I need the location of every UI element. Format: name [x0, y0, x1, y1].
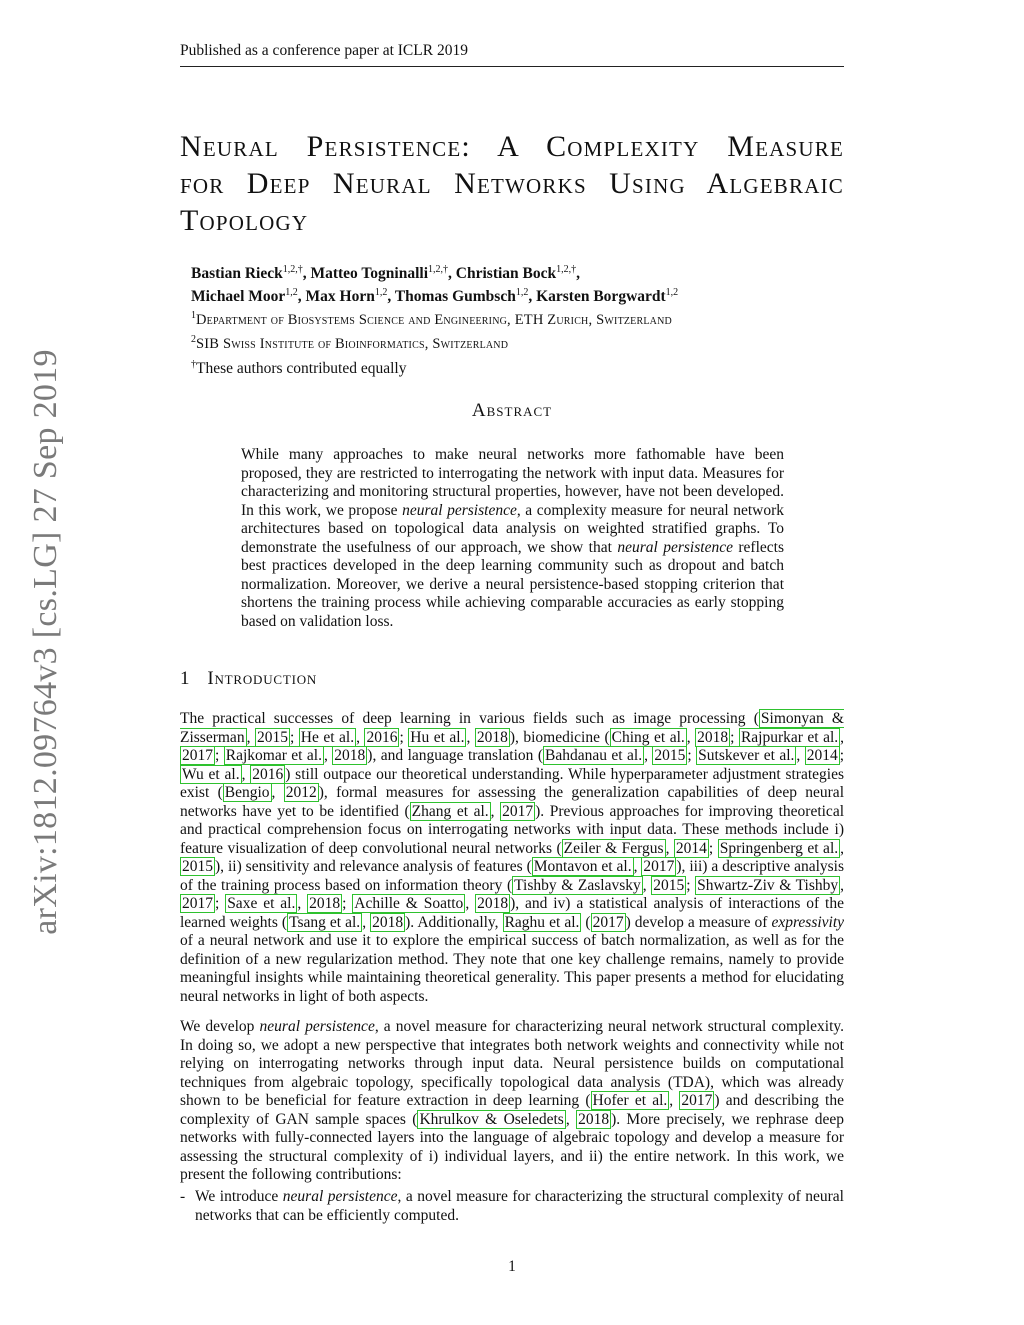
affiliation-2: $^2$SIB Swiss Institute of Bioinformatics, Switzerland [191, 334, 509, 353]
author-name: Karsten Borgwardt [536, 288, 666, 306]
affiliation-1: $^1$Department of Biosystems Science and Engineering, ETH Zurich, Switzerland [191, 310, 672, 329]
equal-contribution-note: †These authors contributed equally [191, 358, 407, 377]
citation-link[interactable]: Rajkomar et al. [225, 747, 322, 764]
citation-link[interactable]: Khrulkov & Oseledets [419, 1110, 564, 1128]
citation-link[interactable]: 2015 [256, 728, 288, 746]
list-bullet: - [180, 1188, 186, 1205]
citation-link[interactable]: Springenberg et al. [719, 839, 839, 857]
citation-link[interactable]: 2016 [252, 765, 284, 783]
contribution-list-item [180, 1188, 844, 1225]
citation-link[interactable]: Wu et al. [182, 765, 240, 783]
citation-link[interactable]: 2018 [697, 728, 729, 746]
citation-link[interactable]: 2017 [592, 913, 624, 931]
citation-link[interactable]: Saxe et al. [227, 895, 296, 912]
paragraph: We develop neural persistence, a novel measure for characterizing neural network structural complexity. In doing so, we adopt a new perspective that integrates both network weights and connectivity while not relying on interrogating networks through input data. Neural persistence builds on computational techniques from algebraic topology, specifically topological data analysis (TDA), which was already shown to be beneficial for feature extraction in deep learning ( Hofer et al. , 2017 ) and describing the complexity of GAN sample spaces ( Khrulkov & Oseledets , 2018 ). More precisely, we rephrase deep networks with fully-connected layers into the language of algebraic topology and develop a measure for assessing the structural complexity of i) individual layers, and ii) the entire network. In this work, we present the following contributions: [180, 1018, 844, 1183]
section-title: Introduction [207, 668, 318, 689]
author-name: Matteo Togninalli [310, 265, 429, 283]
author-line-1: Bastian Rieck$^{1,2,\dagger}$, Matteo Togninalli$^{1,2,\dagger}$, Christian Bock$^{1,2,\dagger}$, [191, 264, 580, 283]
author-sup: 1,2 [285, 287, 298, 299]
author-sup: 1,2,† [428, 264, 449, 275]
citation-link[interactable]: Sutskever et al. [698, 747, 795, 764]
citation-link[interactable]: 2018 [477, 895, 509, 912]
citation-link[interactable]: Ching et al. [611, 728, 685, 746]
citation-link[interactable]: 2015 [182, 858, 213, 875]
author-sup: 1,2 [665, 287, 679, 299]
citation-link[interactable]: Hofer et al. [592, 1092, 668, 1109]
citation-link[interactable]: 2017 [681, 1092, 713, 1109]
citation-link[interactable]: 2018 [334, 747, 366, 764]
author-name: Michael Moor [191, 288, 286, 306]
citation-link[interactable]: 2017 [182, 747, 213, 764]
citation-link[interactable]: 2018 [372, 913, 404, 931]
author-sup: 1,2,† [556, 264, 577, 275]
citation-link[interactable]: Bahdanau et al. [544, 747, 643, 764]
citation-link[interactable]: 2014 [675, 839, 707, 857]
citation-link[interactable]: Tishby & Zaslavsky [514, 876, 641, 894]
emphasis: expressivity [771, 913, 845, 931]
author-block [191, 260, 851, 378]
author-sup: 1,2 [515, 287, 529, 299]
citation-link[interactable]: 2016 [366, 728, 398, 746]
citation-link[interactable]: Hu et al. [410, 728, 465, 746]
emphasis: neural persistence [259, 1018, 375, 1035]
citation-link[interactable]: Zeiler & Fergus [563, 839, 664, 857]
citation-link[interactable]: Raghu et al. [504, 913, 580, 931]
citation-link[interactable]: Achille & Soatto [354, 895, 464, 912]
title-line: for Deep Neural Networks Using Algebraic [180, 167, 844, 200]
citation-link[interactable]: Rajpurkar et al. [740, 728, 839, 746]
paper-title [180, 128, 844, 239]
running-header: Published as a conference paper at ICLR 2019 [180, 42, 844, 67]
citation-link[interactable]: Simonyan & Zisserman [180, 710, 844, 746]
section-heading [180, 668, 317, 690]
citation-link[interactable]: 2014 [806, 747, 838, 764]
abstract-heading: Abstract [471, 400, 553, 421]
paragraph: The practical successes of deep learning in various fields such as image processing ( Simonyan & Zisserman , 2015 ; He et al. , 2016 ; Hu et al. , 2018 ), biomedicine ( Ching et al. , 2018 ; Rajpurkar et al. , 2017 ; Rajkomar et al. , 2018 ), and language translation ( Bahdanau et al. , 2015 ; Sutskever et al. , 2014 ; Wu et al. , 2016 ) still outpace our theoretical understanding. While hyperparameter adjustment strategies exist ( Bengio , 2012 ), formal measures for assessing the generalization capabilities of deep neural networks have yet to be identified ( Zhang et al. , 2017 ). Previous approaches for improving theoretical and practical comprehension focus on interrogating networks with input data. These methods include i) feature visualization of deep convolutional neural networks ( Zeiler & Fergus , 2014 ; Springenberg et al. , 2015 ), ii) sensitivity and relevance analysis of features ( Montavon et al. , 2017 ), iii) a descriptive analysis of the training process based on information theory ( Tishby & Zaslavsky , 2015 ; Shwartz-Ziv & Tishby , 2017 ; Saxe et al. , 2018 ; Achille & Soatto , 2018 ), and iv) a statistical analysis of interactions of the learned weights ( Tsang et al. , 2018 ). Additionally, Raghu et al. ( 2017 ) develop a measure of expressivity of a neural network and use it to explore the empirical success of batch normalization, as well as for the definition of a new regularization method. They note that one key challenge remains, namely to provide meaningful insights while maintaining theoretical generality. This paper presents a method for elucidating neural networks in light of both aspects. [180, 710, 845, 1005]
citation-link[interactable]: 2015 [653, 876, 685, 894]
author-name: Max Horn [305, 288, 375, 306]
author-line-2: Michael Moor$^{1,2}$, Max Horn$^{1,2}$, Thomas Gumbsch$^{1,2}$, Karsten Borgwardt$^{1,2}$ [191, 287, 679, 306]
title-line: Neural Persistence: A Complexity Measure [180, 130, 844, 163]
abstract-text: While many approaches to make neural networks more fathomable have been proposed, they are restricted to interrogating the network with input data. Measures for characterizing and monitoring structural properties, however, have not been developed. In this work, we propose neural persistence, a complexity measure for neural network architectures based on topological data analysis on weighted stratified graphs. To demonstrate the usefulness of our approach, we show that neural persistence reflects best practices developed in the deep learning community such as dropout and batch normalization. Moreover, we derive a neural persistence-based stopping criterion that shortens the training process while achieving comparable accuracies as early stopping based on validation loss. [241, 446, 785, 630]
title-line: Topology [180, 204, 309, 237]
author-sup: 1,2 [374, 287, 388, 299]
citation-link[interactable]: Bengio [224, 784, 270, 801]
author-sup: 1,2,† [282, 264, 303, 275]
citation-link[interactable]: He et al. [300, 728, 355, 746]
citation-link[interactable]: 2018 [476, 728, 508, 746]
citation-link[interactable]: Shwartz-Ziv & Tishby [697, 876, 839, 894]
section-number: 1 [180, 668, 191, 689]
citation-link[interactable]: 2017 [643, 858, 675, 875]
author-name: Christian Bock [455, 265, 557, 283]
citation-link[interactable]: Zhang et al. [411, 802, 489, 820]
citation-link[interactable]: 2018 [309, 895, 341, 912]
citation-link[interactable]: 2018 [578, 1110, 610, 1128]
citation-link[interactable]: Tsang et al. [289, 913, 361, 931]
list-item-text: We introduce neural persistence, a novel measure for characterizing the structural complexity of neural networks that can be efficiently computed. [195, 1188, 844, 1224]
author-name: Bastian Rieck [191, 265, 283, 283]
author-name: Thomas Gumbsch [394, 288, 516, 306]
citation-link[interactable]: 2017 [502, 802, 534, 820]
arxiv-stamp: arXiv:1812.09764v3 [cs.LG] 27 Sep 2019 [27, 349, 64, 935]
introduction-body [180, 710, 844, 1197]
emphasis: neural persistence [402, 501, 517, 519]
citation-link[interactable]: 2017 [182, 895, 213, 912]
citation-link[interactable]: 2012 [285, 784, 317, 801]
emphasis: neural persistence [617, 538, 733, 556]
emphasis: neural persistence [282, 1188, 398, 1205]
citation-link[interactable]: 2015 [654, 747, 686, 764]
citation-link[interactable]: Montavon et al. [533, 858, 632, 875]
page-number: 1 [508, 1258, 516, 1275]
